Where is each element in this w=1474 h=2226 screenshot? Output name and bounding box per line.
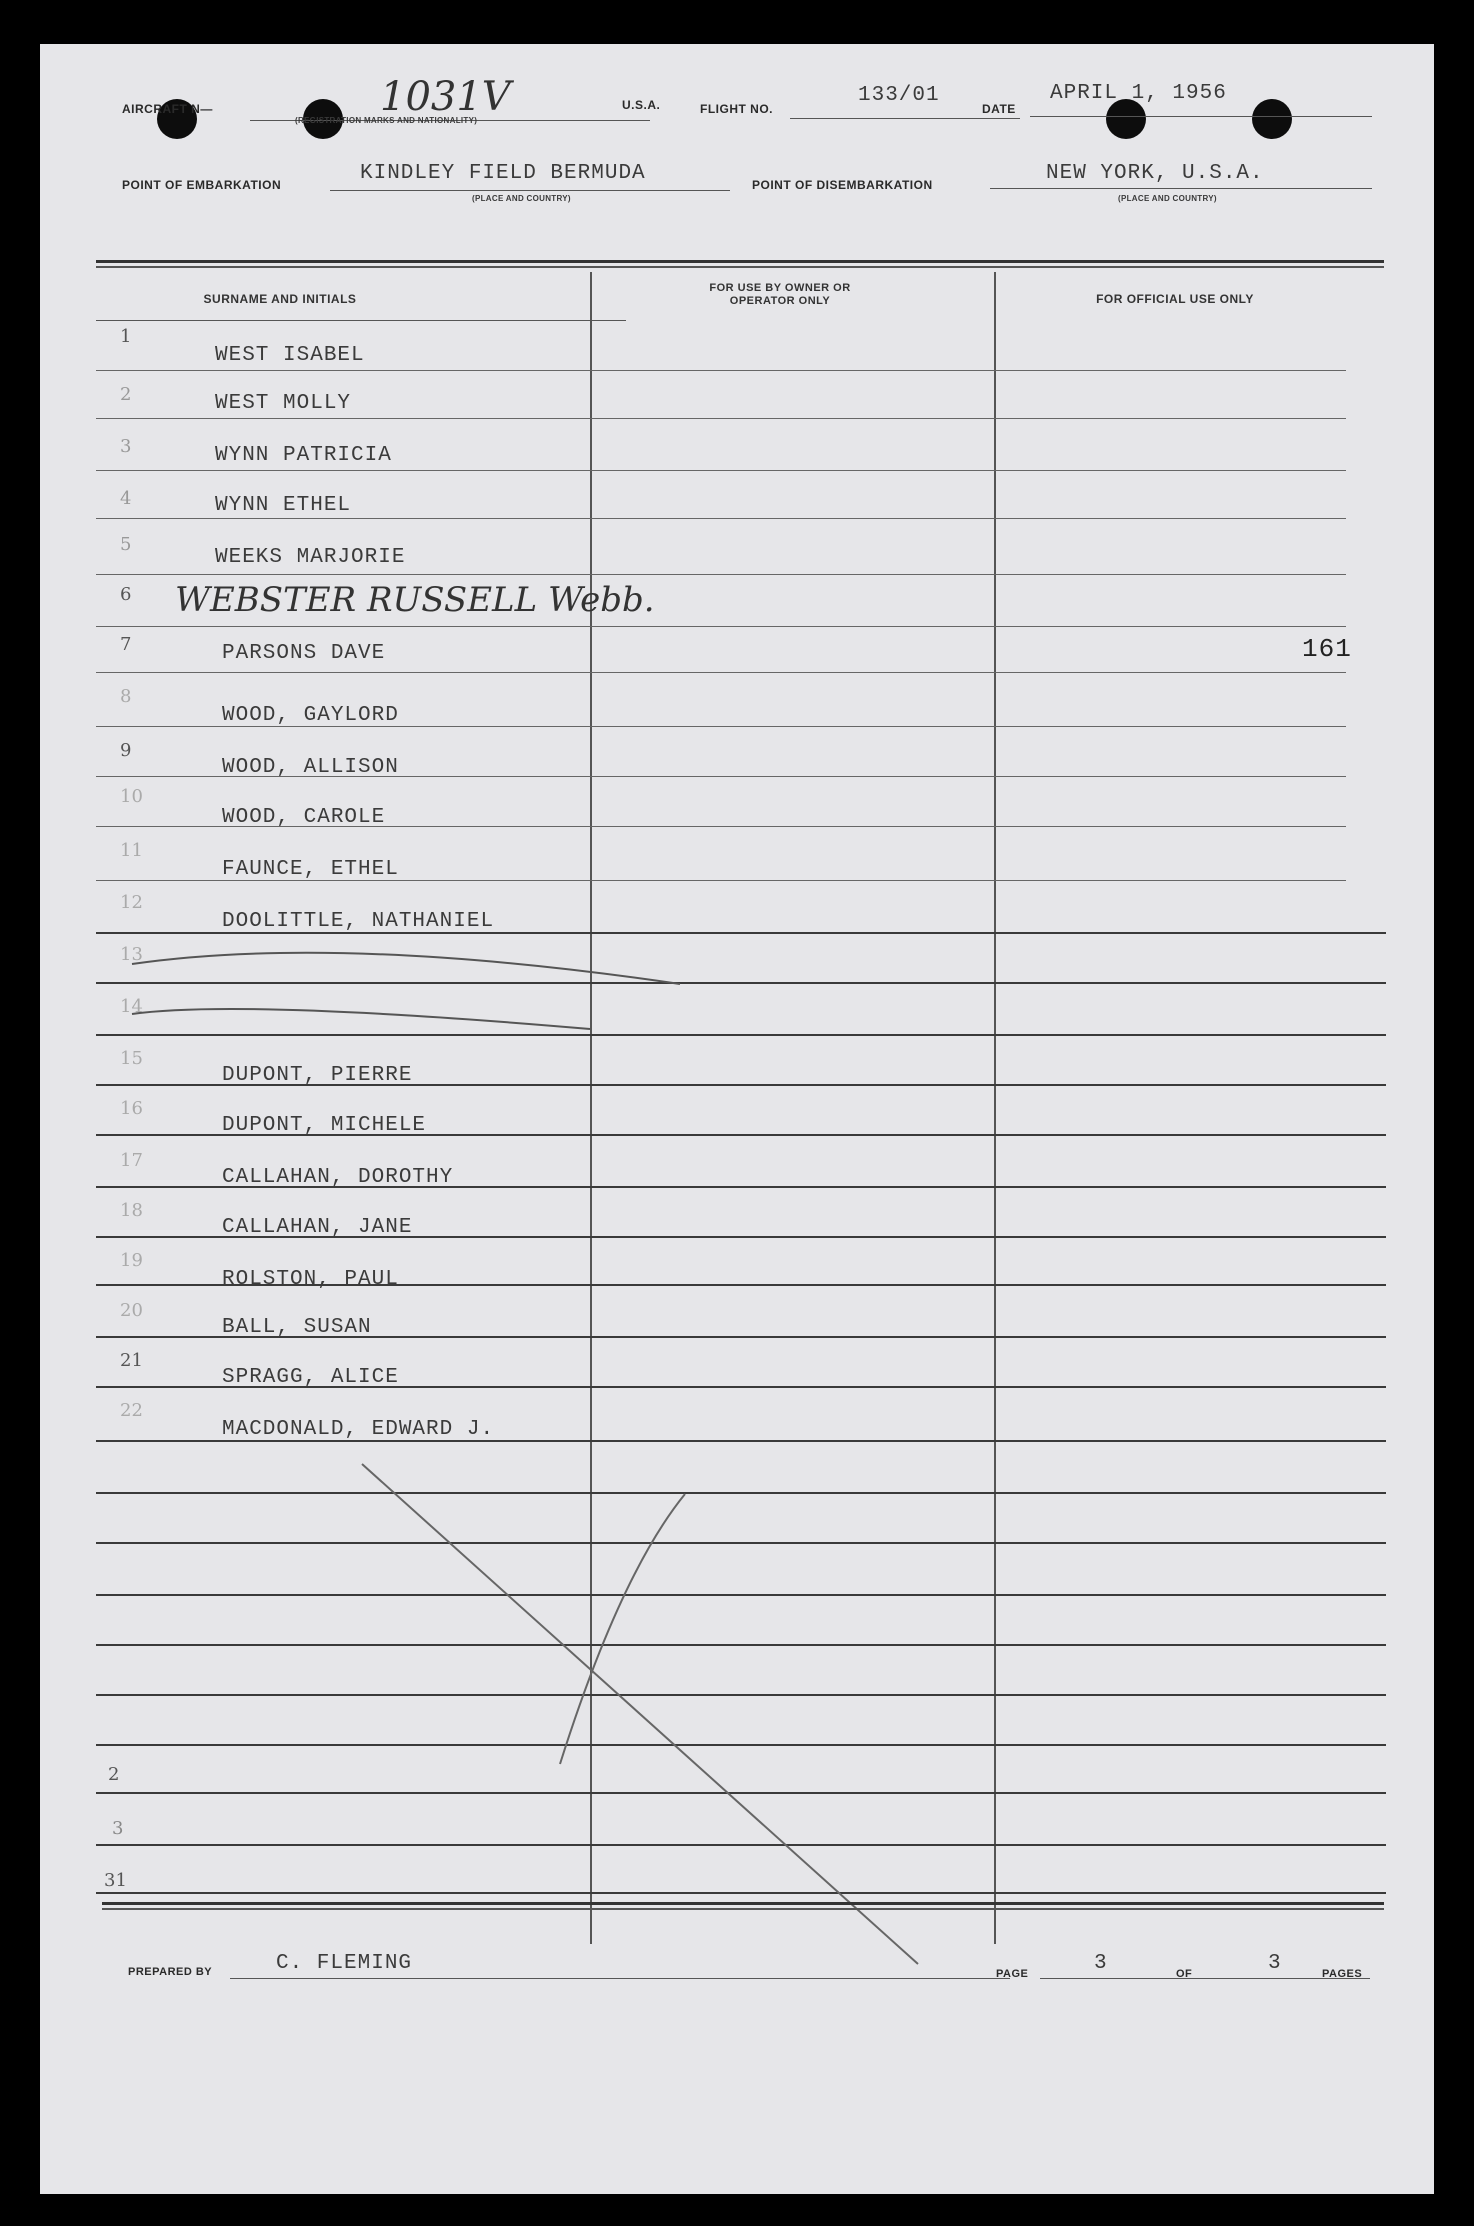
passenger-name: DUPONT, MICHELE <box>222 1114 427 1137</box>
prepared-underline <box>230 1978 1010 1979</box>
prepared-by-label: PREPARED BY <box>128 1966 213 1978</box>
manifest-sheet <box>40 44 1434 2194</box>
passenger-name-handwritten: WEBSTER RUSSELL Webb. <box>175 580 655 620</box>
pen-strokes <box>40 44 1434 2194</box>
disembarkation-label: POINT OF DISEMBARKATION <box>752 178 933 192</box>
of-label: OF <box>1176 1968 1193 1980</box>
embarkation-value: KINDLEY FIELD BERMUDA <box>360 162 646 185</box>
passenger-name: WOOD, GAYLORD <box>222 704 399 727</box>
passenger-name: DOOLITTLE, NATHANIEL <box>222 910 495 933</box>
aircraft-label: AIRCRAFT N— <box>122 102 213 116</box>
embarkation-sub: (PLACE AND COUNTRY) <box>472 194 571 203</box>
passenger-name: WYNN ETHEL <box>215 494 352 517</box>
usa-label: U.S.A. <box>622 98 661 112</box>
row-number: 13 <box>120 944 143 965</box>
passenger-name: WEST MOLLY <box>215 392 352 415</box>
prepared-by-value: C. FLEMING <box>276 1952 413 1975</box>
passenger-name: DUPONT, PIERRE <box>222 1064 413 1087</box>
row-number: 17 <box>120 1150 143 1171</box>
row-number: 4 <box>120 488 132 509</box>
row-number: 14 <box>120 996 143 1017</box>
void-stroke <box>560 1494 685 1764</box>
passenger-name: PARSONS DAVE <box>222 642 386 665</box>
row-number: 7 <box>120 634 132 655</box>
row-number: 12 <box>120 892 143 913</box>
total-pages: 3 <box>1268 1952 1282 1975</box>
passenger-name: BALL, SUSAN <box>222 1316 372 1339</box>
row-number: 1 <box>120 326 132 347</box>
row-number: 15 <box>120 1048 143 1069</box>
pen-stroke <box>132 1009 590 1029</box>
row-number: 5 <box>120 534 132 555</box>
disembarkation-value: NEW YORK, U.S.A. <box>1046 162 1264 185</box>
footer-rule-2 <box>102 1908 1384 1910</box>
aircraft-sub: (REGISTRATION MARKS AND NATIONALITY) <box>295 116 478 125</box>
passenger-name: WEEKS MARJORIE <box>215 546 406 569</box>
passenger-name: FAUNCE, ETHEL <box>222 858 399 881</box>
row-number: 22 <box>120 1400 143 1421</box>
passenger-name: SPRAGG, ALICE <box>222 1366 399 1389</box>
date-label: DATE <box>982 102 1016 116</box>
passenger-name: CALLAHAN, DOROTHY <box>222 1166 454 1189</box>
row-number: 20 <box>120 1300 143 1321</box>
row-number: 2 <box>120 384 132 405</box>
passenger-name: WEST ISABEL <box>215 344 365 367</box>
aircraft-number: 1031V <box>380 74 511 120</box>
row-number: 8 <box>120 686 132 707</box>
col-head-official: FOR OFFICIAL USE ONLY <box>1096 292 1254 306</box>
page-underline <box>1040 1978 1370 1979</box>
col-head-names: SURNAME AND INITIALS <box>203 292 357 306</box>
row-number: 18 <box>120 1200 143 1221</box>
passenger-name: MACDONALD, EDWARD J. <box>222 1418 495 1441</box>
disembarkation-sub: (PLACE AND COUNTRY) <box>1118 194 1217 203</box>
pages-label: PAGES <box>1322 1968 1363 1980</box>
row-number: 9 <box>120 740 132 761</box>
row-number: 16 <box>120 1098 143 1119</box>
embarkation-label: POINT OF EMBARKATION <box>122 178 282 192</box>
bottom-number: 3 <box>112 1818 124 1839</box>
row-number: 21 <box>120 1350 143 1371</box>
passenger-name: WOOD, ALLISON <box>222 756 399 779</box>
row-number: 10 <box>120 786 143 807</box>
page-label: PAGE <box>996 1968 1029 1980</box>
passenger-name: ROLSTON, PAUL <box>222 1268 399 1291</box>
bottom-number: 31 <box>104 1870 127 1891</box>
row-number: 3 <box>120 436 132 457</box>
row-number: 19 <box>120 1250 143 1271</box>
bottom-number: 2 <box>108 1764 120 1785</box>
passenger-name: WYNN PATRICIA <box>215 444 392 467</box>
void-stroke <box>362 1464 918 1964</box>
footer-rule-1 <box>102 1902 1384 1905</box>
row-number: 6 <box>120 584 132 605</box>
page-number: 3 <box>1094 1952 1108 1975</box>
passenger-name: WOOD, CAROLE <box>222 806 386 829</box>
official-note: 161 <box>1302 634 1352 664</box>
pen-stroke <box>132 953 680 984</box>
flight-date: APRIL 1, 1956 <box>1050 82 1227 105</box>
passenger-name: CALLAHAN, JANE <box>222 1216 413 1239</box>
col-head-owner: FOR USE BY OWNER OR OPERATOR ONLY <box>709 282 851 307</box>
flight-number: 133/01 <box>858 84 940 107</box>
flight-label: FLIGHT NO. <box>700 102 773 116</box>
row-number: 11 <box>120 840 143 861</box>
